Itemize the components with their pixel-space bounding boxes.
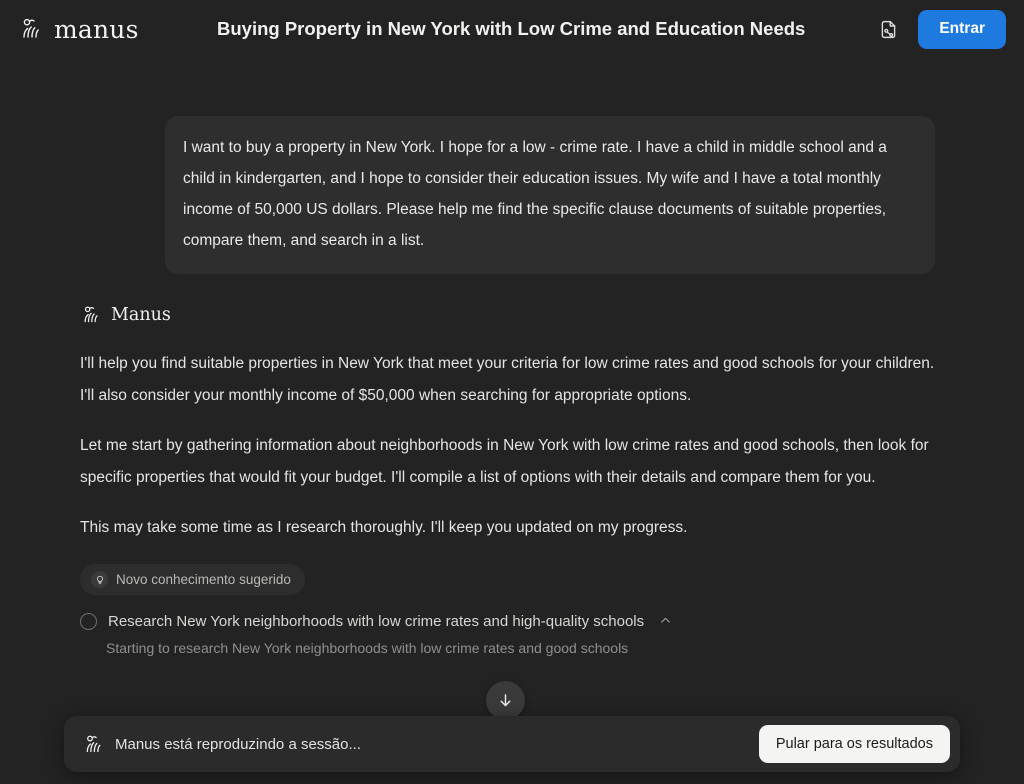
app-header: [0, 0, 1024, 58]
replay-status: [82, 733, 759, 755]
arrow-down-icon[interactable]: [486, 681, 525, 720]
page-title: Buying Property in New York with Low Crime and Education Needs: [217, 18, 806, 39]
task-status-text: Starting to research New York neighborhoods with low crime rates and good schools: [106, 640, 629, 656]
conversation-pane: [0, 58, 1024, 784]
header-actions: [874, 10, 1006, 49]
suggested-knowledge-label: Novo conhecimento sugerido: [116, 572, 291, 587]
task-label: Research New York neighborhoods with low crime rates and high-quality schools: [108, 613, 645, 630]
brand[interactable]: [18, 15, 188, 44]
assistant-name: Manus: [111, 305, 171, 325]
lightbulb-icon: [91, 571, 108, 588]
manus-logo-icon: [18, 16, 44, 42]
session-replay-bar: [64, 716, 960, 772]
manus-logo-icon: [82, 733, 104, 755]
task-radio-icon: [80, 613, 97, 630]
assistant-paragraph-1: I'll help you find suitable properties in New York that meet your criteria for low crime rates and good schools for your children. I'll also consider your monthly income of $50,000 when searching for appropriate options.: [80, 355, 935, 404]
task-item[interactable]: [80, 613, 944, 630]
assistant-message: [80, 304, 944, 656]
file-share-icon[interactable]: [874, 15, 902, 43]
assistant-paragraph-3: This may take some time as I research thoroughly. I'll keep you updated on my progress.: [80, 519, 688, 536]
assistant-header: [80, 304, 944, 326]
manus-logo-icon: [80, 304, 102, 326]
user-message-bubble: I want to buy a property in New York. I hope for a low - crime rate. I have a child in middle school and a child in kindergarten, and I hope to consider their education issues. My wife and I have a total monthly income of 50,000 US dollars. Please help me find the specific clause documents of suitable properties, compare them, and search in a list.: [165, 116, 935, 274]
replay-status-text: Manus está reproduzindo a sessão...: [115, 735, 361, 753]
suggested-knowledge-chip[interactable]: [80, 564, 305, 595]
skip-to-results-button[interactable]: Pular para os resultados: [759, 725, 950, 763]
login-button[interactable]: Entrar: [918, 10, 1006, 49]
assistant-paragraph-2: Let me start by gathering information about neighborhoods in New York with low crime rates and good schools, then look for specific properties that would fit your budget. I'll compile a list of options with their details and compare them for you.: [80, 437, 929, 486]
chevron-up-icon[interactable]: [659, 614, 672, 630]
brand-name: manus: [54, 14, 139, 44]
